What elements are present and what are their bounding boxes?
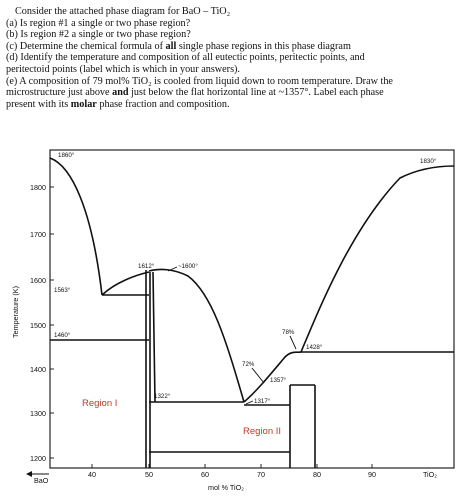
label-1460: 1460° bbox=[54, 332, 71, 339]
question-e-line2-pre: microstructure just above bbox=[6, 87, 113, 99]
arrow-left-icon bbox=[26, 471, 32, 477]
question-e-line3-bold: molar bbox=[70, 98, 97, 110]
question-d-line1: (d) Identify the temperature and composition of all eutectic points, peritectic points, and bbox=[6, 52, 365, 64]
y-axis-label: Temperature (K) bbox=[11, 286, 20, 338]
pointer-1317 bbox=[246, 401, 253, 404]
question-c-bold: all bbox=[165, 40, 177, 52]
question-e-line3-post: phase fraction and composition. bbox=[96, 98, 230, 110]
question-d-line2: peritectoid points (label which is which in your answers). bbox=[6, 63, 240, 75]
y-tick-label: 1800 bbox=[30, 183, 46, 192]
x-axis-label: mol % TiO₂ bbox=[208, 483, 244, 492]
label-1563: 1563° bbox=[54, 287, 71, 294]
question-e-line1: (e) A composition of 79 mol% TiO₂ is cooled from liquid down to room temperature. Draw the bbox=[6, 75, 393, 87]
liquidus-peritectic-upper bbox=[102, 272, 149, 295]
liquidus-bao-side bbox=[50, 158, 102, 295]
label-78pct: 78% bbox=[282, 329, 295, 336]
label-1612: 1612° bbox=[138, 263, 155, 270]
y-tick-label: 1400 bbox=[30, 365, 46, 374]
label-1860: 1860° bbox=[58, 152, 75, 159]
x-tick-label: 70 bbox=[257, 470, 265, 479]
y-tick-label: 1700 bbox=[30, 230, 46, 239]
label-1830: 1830° bbox=[420, 158, 437, 165]
question-c-pre: (c) Determine the chemical formula of bbox=[6, 40, 166, 52]
region-2-label: Region II bbox=[243, 426, 282, 437]
x-tick-label: 60 bbox=[201, 470, 209, 479]
region-1-label: Region I bbox=[82, 398, 118, 409]
plot-frame bbox=[50, 150, 454, 468]
liquidus-dome bbox=[149, 269, 244, 402]
question-a: (a) Is region #1 a single or two phase region? bbox=[6, 17, 191, 29]
y-tick-label: 1300 bbox=[30, 409, 46, 418]
x-tick-label: 80 bbox=[313, 470, 321, 479]
label-1428: 1428° bbox=[306, 344, 323, 351]
y-tick-label: 1200 bbox=[30, 454, 46, 463]
question-e-line2-bold: and bbox=[112, 87, 129, 99]
x-tick-label: 40 bbox=[88, 470, 96, 479]
x-tick-label: 50 bbox=[145, 470, 153, 479]
label-72pct: 72% bbox=[242, 361, 255, 368]
y-tick-label: 1600 bbox=[30, 276, 46, 285]
question-c-post: single phase regions in this phase diagram bbox=[176, 40, 351, 52]
question-e-line3-pre: present with its bbox=[6, 98, 71, 110]
label-1322: 1322° bbox=[154, 393, 171, 400]
x-axis-right-end: TiO₂ bbox=[422, 470, 438, 479]
question-intro: Consider the attached phase diagram for BaO – TiO₂ bbox=[15, 6, 231, 17]
label-1357: 1357° bbox=[270, 377, 287, 384]
pointer-72 bbox=[252, 368, 264, 383]
question-b: (b) Is region #2 a single or two phase region? bbox=[6, 29, 191, 41]
pointer-78 bbox=[290, 336, 296, 349]
label-1317: 1317° bbox=[254, 398, 271, 405]
label-1600: ~1600° bbox=[178, 263, 198, 270]
question-e-line2-post: just below the flat horizontal line at ~1357°. Label each phase bbox=[128, 87, 384, 99]
vertical-50c bbox=[153, 272, 155, 402]
x-ticks bbox=[88, 464, 437, 479]
x-axis-left-end: BaO bbox=[34, 476, 49, 485]
y-tick-label: 1500 bbox=[30, 321, 46, 330]
x-tick-label: 90 bbox=[368, 470, 376, 479]
liquidus-right-b bbox=[301, 166, 454, 352]
